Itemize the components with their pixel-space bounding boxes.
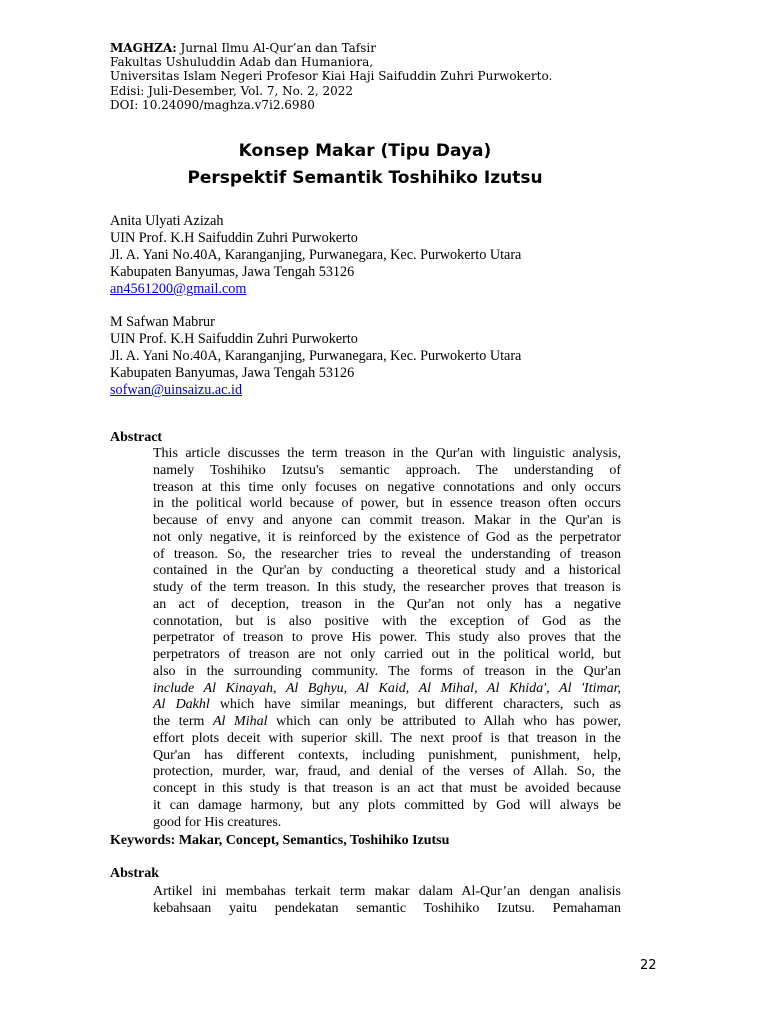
abstract-line: concept in this study is that treason is an act that must be avoided because	[153, 781, 621, 796]
author-address-line-2: Kabupaten Banyumas, Jawa Tengah 53126	[110, 264, 355, 280]
journal-name-line	[110, 41, 670, 55]
abstract-italic-term: Al Mihal	[213, 714, 268, 729]
abstract-line: namely Toshihiko Izutsu's semantic approach. The understanding of	[153, 462, 621, 478]
author-name: Anita Ulyati Azizah	[110, 213, 224, 229]
abstract-line: not only negative, it is reinforced by the existence of God as the perpetrator	[153, 529, 621, 545]
author-affiliation: UIN Prof. K.H Saifuddin Zuhri Purwokerto	[110, 230, 358, 246]
abstract-italic-terms: include Al Kinayah, Al Bghyu, Al Kaid, Al Mihal, Al Khida', Al 'Itimar,	[153, 680, 621, 696]
abstract-line: protection, murder, war, fraud, and denial of the verses of Allah. So, the	[153, 764, 621, 780]
abstract-italic-term: Al Dakhl	[153, 697, 210, 713]
page-number: 22	[640, 958, 657, 973]
author-email-link[interactable]: an4561200@gmail.com	[110, 281, 247, 297]
abstract-heading: Abstract	[110, 430, 163, 445]
author-block-2	[110, 314, 670, 399]
author-address-line-1: Jl. A. Yani No.40A, Karanganjing, Purwanegara, Kec. Purwokerto Utara	[110, 348, 522, 364]
abstract-line: good for His creatures.	[153, 814, 282, 830]
edition: Edisi: Juli-Desember, Vol. 7, No. 2, 2022	[110, 83, 354, 98]
title-line-2: Perspektif Semantik Toshihiko Izutsu	[187, 168, 543, 188]
abstract-line: treason at this time only focuses on negative connotations and only occurs	[153, 479, 621, 495]
journal-header	[110, 41, 670, 112]
abstract-line	[153, 714, 621, 731]
faculty: Fakultas Ushuluddin Adab dan Humaniora,	[110, 55, 374, 70]
abstract-line: perpetrators of treason are not only carried out in the political world, but	[153, 647, 621, 662]
keywords: Keywords: Makar, Concept, Semantics, Toshihiko Izutsu	[110, 833, 450, 848]
abstract-line: also in the surrounding community. The forms of treason in the Qur'an	[153, 663, 621, 679]
author-address-line-1: Jl. A. Yani No.40A, Karanganjing, Purwanegara, Kec. Purwokerto Utara	[110, 247, 522, 263]
author-address-line-2: Kabupaten Banyumas, Jawa Tengah 53126	[110, 365, 355, 381]
abstract-text: the term	[153, 714, 213, 729]
abstract-line: it can damage harmony, but any plots committed by God will always be	[153, 797, 621, 813]
abstract-line: contained in the Qur'an by conducting a theoretical study and a historical	[153, 563, 621, 579]
abstract-line: of treason. So, the researcher tries to reveal the understanding of treason	[153, 546, 621, 562]
abstract-line: perpetrator of treason to prove His power. This study also proves that the	[153, 630, 621, 646]
abstract-body	[153, 446, 621, 831]
abstrak-heading: Abstrak	[110, 866, 160, 881]
abstract-line: an act of deception, treason in the Qur'an not only has a negative	[153, 596, 621, 612]
abstract-line	[153, 681, 621, 698]
title-line-1: Konsep Makar (Tipu Daya)	[238, 141, 492, 161]
journal-name: MAGHZA:	[110, 41, 177, 55]
author-name: M Safwan Mabrur	[110, 314, 215, 330]
abstract-text: which can only be attributed to Allah who has power,	[267, 714, 622, 729]
abstract-line: Qur'an has different contexts, including punishment, punishment, help,	[153, 747, 621, 763]
university: Universitas Islam Negeri Profesor Kiai Haji Saifuddin Zuhri Purwokerto.	[110, 69, 553, 84]
journal-subtitle: Jurnal Ilmu Al-Qur’an dan Tafsir	[176, 41, 376, 55]
author-affiliation: UIN Prof. K.H Saifuddin Zuhri Purwokerto	[110, 331, 358, 347]
abstrak-body	[153, 883, 621, 917]
author-email-link[interactable]: sofwan@uinsaizu.ac.id	[110, 382, 243, 398]
abstrak-line: Artikel ini membahas terkait term makar dalam Al-Qur’an dengan analisis	[153, 884, 621, 899]
abstract-line: This article discusses the term treason in the Qur'an with linguistic analysis,	[153, 446, 621, 461]
abstract-line	[153, 697, 621, 714]
abstract-line: in the political world because of power, but in essence treason often occurs	[153, 496, 621, 512]
doi[interactable]: DOI: 10.24090/maghza.v7i2.6980	[110, 97, 315, 112]
abstract-line: effort plots deceit with superior skill. The next proof is that treason in the	[153, 730, 621, 746]
paper-title	[0, 138, 730, 192]
abstract-line: study of the term treason. In this study, the researcher proves that treason is	[153, 580, 621, 595]
abstract-text: which have similar meanings, but different characters, such as	[209, 697, 622, 713]
abstrak-line: kebahsaan yaitu pendekatan semantic Toshihiko Izutsu. Pemahaman	[153, 901, 621, 916]
abstract-line: connotation, but is also positive with the exception of God as the	[153, 613, 621, 629]
abstract-line: because of envy and anyone can commit treason. Makar in the Qur'an is	[153, 513, 621, 528]
author-block-1	[110, 213, 670, 298]
